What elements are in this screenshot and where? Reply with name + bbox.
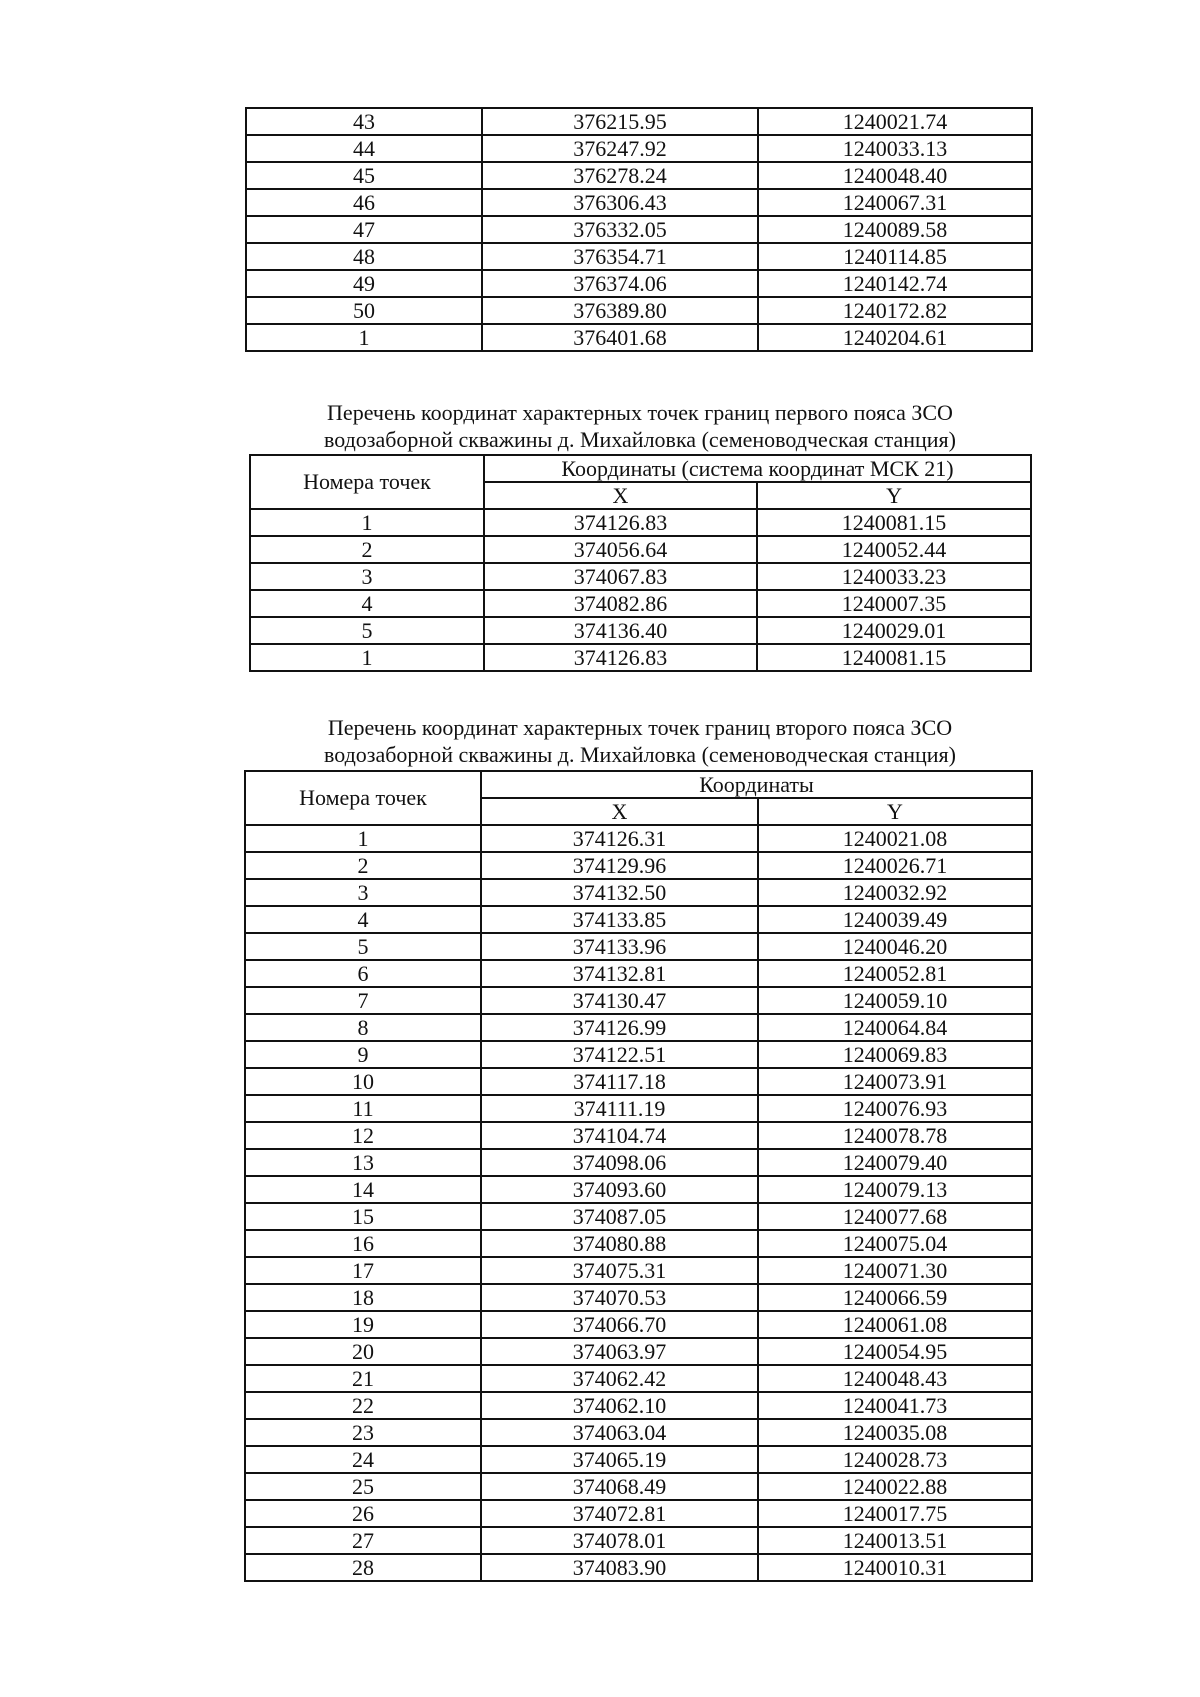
x-coordinate-cell: 374111.19 [481, 1095, 758, 1122]
y-coordinate-cell: 1240032.92 [758, 879, 1032, 906]
x-coordinate-cell: 374082.86 [484, 590, 757, 617]
x-coordinate-cell: 374072.81 [481, 1500, 758, 1527]
point-number-cell: 20 [245, 1338, 481, 1365]
point-number-cell: 43 [246, 108, 482, 135]
y-coordinate-cell: 1240054.95 [758, 1338, 1032, 1365]
y-coordinate-cell: 1240021.74 [758, 108, 1032, 135]
y-coordinate-cell: 1240061.08 [758, 1311, 1032, 1338]
y-coordinate-cell: 1240021.08 [758, 825, 1032, 852]
table-row [245, 1176, 1032, 1203]
x-coordinate-cell: 374070.53 [481, 1284, 758, 1311]
point-number-cell: 1 [246, 324, 482, 351]
y-coordinate-cell: 1240172.82 [758, 297, 1032, 324]
table-row [245, 1419, 1032, 1446]
table-header-row [250, 455, 1031, 482]
header-x: X [484, 482, 757, 509]
point-number-cell: 44 [246, 135, 482, 162]
point-number-cell: 50 [246, 297, 482, 324]
point-number-cell: 2 [250, 536, 484, 563]
y-coordinate-cell: 1240048.43 [758, 1365, 1032, 1392]
x-coordinate-cell: 374133.96 [481, 933, 758, 960]
y-coordinate-cell: 1240026.71 [758, 852, 1032, 879]
table-row [245, 1041, 1032, 1068]
point-number-cell: 1 [245, 825, 481, 852]
x-coordinate-cell: 376278.24 [482, 162, 758, 189]
table-row [245, 1014, 1032, 1041]
y-coordinate-cell: 1240142.74 [758, 270, 1032, 297]
y-coordinate-cell: 1240073.91 [758, 1068, 1032, 1095]
table-row [250, 617, 1031, 644]
x-coordinate-cell: 374132.81 [481, 960, 758, 987]
table-row [245, 879, 1032, 906]
point-number-cell: 24 [245, 1446, 481, 1473]
point-number-cell: 12 [245, 1122, 481, 1149]
point-number-cell: 46 [246, 189, 482, 216]
table-row [245, 852, 1032, 879]
y-coordinate-cell: 1240071.30 [758, 1257, 1032, 1284]
x-coordinate-cell: 374067.83 [484, 563, 757, 590]
x-coordinate-cell: 374075.31 [481, 1257, 758, 1284]
y-coordinate-cell: 1240081.15 [757, 644, 1031, 671]
point-number-cell: 3 [250, 563, 484, 590]
table-row [245, 1338, 1032, 1365]
point-number-cell: 26 [245, 1500, 481, 1527]
y-coordinate-cell: 1240017.75 [758, 1500, 1032, 1527]
x-coordinate-cell: 376374.06 [482, 270, 758, 297]
y-coordinate-cell: 1240035.08 [758, 1419, 1032, 1446]
table-row [245, 1392, 1032, 1419]
point-number-cell: 47 [246, 216, 482, 243]
table-body [245, 825, 1032, 1581]
x-coordinate-cell: 374098.06 [481, 1149, 758, 1176]
table-row [245, 825, 1032, 852]
table-row [245, 1284, 1032, 1311]
x-coordinate-cell: 376389.80 [482, 297, 758, 324]
table-row [245, 933, 1032, 960]
table-row [245, 1554, 1032, 1581]
point-number-cell: 19 [245, 1311, 481, 1338]
point-number-cell: 8 [245, 1014, 481, 1041]
point-number-cell: 3 [245, 879, 481, 906]
table-row [246, 162, 1032, 189]
y-coordinate-cell: 1240029.01 [757, 617, 1031, 644]
caption-line-1: Перечень координат характерных точек границ первого пояса ЗСО [327, 400, 953, 425]
second-zone-caption [245, 714, 1035, 768]
x-coordinate-cell: 374063.97 [481, 1338, 758, 1365]
y-coordinate-cell: 1240075.04 [758, 1230, 1032, 1257]
x-coordinate-cell: 374080.88 [481, 1230, 758, 1257]
x-coordinate-cell: 376306.43 [482, 189, 758, 216]
point-number-cell: 5 [245, 933, 481, 960]
table-row [245, 1203, 1032, 1230]
table-row [250, 509, 1031, 536]
point-number-cell: 6 [245, 960, 481, 987]
y-coordinate-cell: 1240067.31 [758, 189, 1032, 216]
point-number-cell: 10 [245, 1068, 481, 1095]
y-coordinate-cell: 1240076.93 [758, 1095, 1032, 1122]
x-coordinate-cell: 374136.40 [484, 617, 757, 644]
x-coordinate-cell: 374078.01 [481, 1527, 758, 1554]
y-coordinate-cell: 1240007.35 [757, 590, 1031, 617]
y-coordinate-cell: 1240010.31 [758, 1554, 1032, 1581]
point-number-cell: 13 [245, 1149, 481, 1176]
point-number-cell: 45 [246, 162, 482, 189]
x-coordinate-cell: 374056.64 [484, 536, 757, 563]
point-number-cell: 17 [245, 1257, 481, 1284]
point-number-cell: 18 [245, 1284, 481, 1311]
header-x: X [481, 798, 758, 825]
x-coordinate-cell: 374126.83 [484, 644, 757, 671]
table-row [245, 1365, 1032, 1392]
x-coordinate-cell: 374062.10 [481, 1392, 758, 1419]
header-coordinates: Координаты (система координат МСК 21) [484, 455, 1031, 482]
point-number-cell: 2 [245, 852, 481, 879]
table-row [245, 1095, 1032, 1122]
first-zone-coordinates-table [249, 454, 1032, 672]
table-row [245, 1149, 1032, 1176]
x-coordinate-cell: 376247.92 [482, 135, 758, 162]
point-number-cell: 23 [245, 1419, 481, 1446]
x-coordinate-cell: 376354.71 [482, 243, 758, 270]
y-coordinate-cell: 1240079.13 [758, 1176, 1032, 1203]
point-number-cell: 25 [245, 1473, 481, 1500]
point-number-cell: 49 [246, 270, 482, 297]
x-coordinate-cell: 374126.99 [481, 1014, 758, 1041]
y-coordinate-cell: 1240041.73 [758, 1392, 1032, 1419]
x-coordinate-cell: 374133.85 [481, 906, 758, 933]
y-coordinate-cell: 1240204.61 [758, 324, 1032, 351]
x-coordinate-cell: 376215.95 [482, 108, 758, 135]
caption-line-2: водозаборной скважины д. Михайловка (семеноводческая станция) [323, 427, 957, 452]
table-row [245, 906, 1032, 933]
table-row [245, 1527, 1032, 1554]
caption-line-2: водозаборной скважины д. Михайловка (семеноводческая станция) [323, 742, 957, 767]
point-number-cell: 9 [245, 1041, 481, 1068]
table-body [250, 509, 1031, 671]
point-number-cell: 4 [250, 590, 484, 617]
x-coordinate-cell: 374087.05 [481, 1203, 758, 1230]
table-row [246, 189, 1032, 216]
table-row [250, 644, 1031, 671]
point-number-cell: 21 [245, 1365, 481, 1392]
point-number-cell: 28 [245, 1554, 481, 1581]
table-row [246, 135, 1032, 162]
x-coordinate-cell: 376332.05 [482, 216, 758, 243]
y-coordinate-cell: 1240089.58 [758, 216, 1032, 243]
x-coordinate-cell: 374130.47 [481, 987, 758, 1014]
coordinates-table-continuation [245, 107, 1033, 352]
point-number-cell: 1 [250, 509, 484, 536]
table-row [246, 243, 1032, 270]
table-row [246, 108, 1032, 135]
x-coordinate-cell: 374126.31 [481, 825, 758, 852]
header-coordinates: Координаты [481, 771, 1032, 798]
x-coordinate-cell: 374093.60 [481, 1176, 758, 1203]
table-header-row [245, 771, 1032, 798]
point-number-cell: 14 [245, 1176, 481, 1203]
first-zone-caption [245, 399, 1035, 453]
table-row [245, 1446, 1032, 1473]
table-row [245, 1068, 1032, 1095]
point-number-cell: 5 [250, 617, 484, 644]
x-coordinate-cell: 374132.50 [481, 879, 758, 906]
header-point-numbers: Номера точек [245, 771, 481, 825]
y-coordinate-cell: 1240059.10 [758, 987, 1032, 1014]
y-coordinate-cell: 1240081.15 [757, 509, 1031, 536]
y-coordinate-cell: 1240033.13 [758, 135, 1032, 162]
table-row [245, 1473, 1032, 1500]
table-row [245, 1230, 1032, 1257]
y-coordinate-cell: 1240114.85 [758, 243, 1032, 270]
header-point-numbers: Номера точек [250, 455, 484, 509]
point-number-cell: 48 [246, 243, 482, 270]
point-number-cell: 11 [245, 1095, 481, 1122]
x-coordinate-cell: 374126.83 [484, 509, 757, 536]
table-row [245, 1122, 1032, 1149]
x-coordinate-cell: 374066.70 [481, 1311, 758, 1338]
x-coordinate-cell: 376401.68 [482, 324, 758, 351]
point-number-cell: 22 [245, 1392, 481, 1419]
y-coordinate-cell: 1240079.40 [758, 1149, 1032, 1176]
table-row [250, 563, 1031, 590]
x-coordinate-cell: 374065.19 [481, 1446, 758, 1473]
point-number-cell: 15 [245, 1203, 481, 1230]
header-y: Y [757, 482, 1031, 509]
x-coordinate-cell: 374062.42 [481, 1365, 758, 1392]
caption-line-1: Перечень координат характерных точек границ второго пояса ЗСО [327, 715, 953, 740]
table-row [246, 324, 1032, 351]
table-row [246, 216, 1032, 243]
point-number-cell: 27 [245, 1527, 481, 1554]
y-coordinate-cell: 1240077.68 [758, 1203, 1032, 1230]
y-coordinate-cell: 1240046.20 [758, 933, 1032, 960]
y-coordinate-cell: 1240022.88 [758, 1473, 1032, 1500]
y-coordinate-cell: 1240064.84 [758, 1014, 1032, 1041]
table-body [246, 108, 1032, 351]
x-coordinate-cell: 374117.18 [481, 1068, 758, 1095]
point-number-cell: 1 [250, 644, 484, 671]
point-number-cell: 7 [245, 987, 481, 1014]
y-coordinate-cell: 1240039.49 [758, 906, 1032, 933]
second-zone-coordinates-table [244, 770, 1033, 1582]
y-coordinate-cell: 1240028.73 [758, 1446, 1032, 1473]
y-coordinate-cell: 1240048.40 [758, 162, 1032, 189]
y-coordinate-cell: 1240066.59 [758, 1284, 1032, 1311]
table-row [245, 1500, 1032, 1527]
x-coordinate-cell: 374104.74 [481, 1122, 758, 1149]
x-coordinate-cell: 374129.96 [481, 852, 758, 879]
y-coordinate-cell: 1240069.83 [758, 1041, 1032, 1068]
table-row [250, 536, 1031, 563]
table-row [245, 1311, 1032, 1338]
x-coordinate-cell: 374083.90 [481, 1554, 758, 1581]
x-coordinate-cell: 374122.51 [481, 1041, 758, 1068]
y-coordinate-cell: 1240013.51 [758, 1527, 1032, 1554]
header-y: Y [758, 798, 1032, 825]
point-number-cell: 4 [245, 906, 481, 933]
table-row [245, 1257, 1032, 1284]
point-number-cell: 16 [245, 1230, 481, 1257]
y-coordinate-cell: 1240052.44 [757, 536, 1031, 563]
y-coordinate-cell: 1240052.81 [758, 960, 1032, 987]
x-coordinate-cell: 374063.04 [481, 1419, 758, 1446]
x-coordinate-cell: 374068.49 [481, 1473, 758, 1500]
y-coordinate-cell: 1240033.23 [757, 563, 1031, 590]
table-row [245, 960, 1032, 987]
table-row [250, 590, 1031, 617]
table-row [246, 297, 1032, 324]
table-row [246, 270, 1032, 297]
table-row [245, 987, 1032, 1014]
y-coordinate-cell: 1240078.78 [758, 1122, 1032, 1149]
